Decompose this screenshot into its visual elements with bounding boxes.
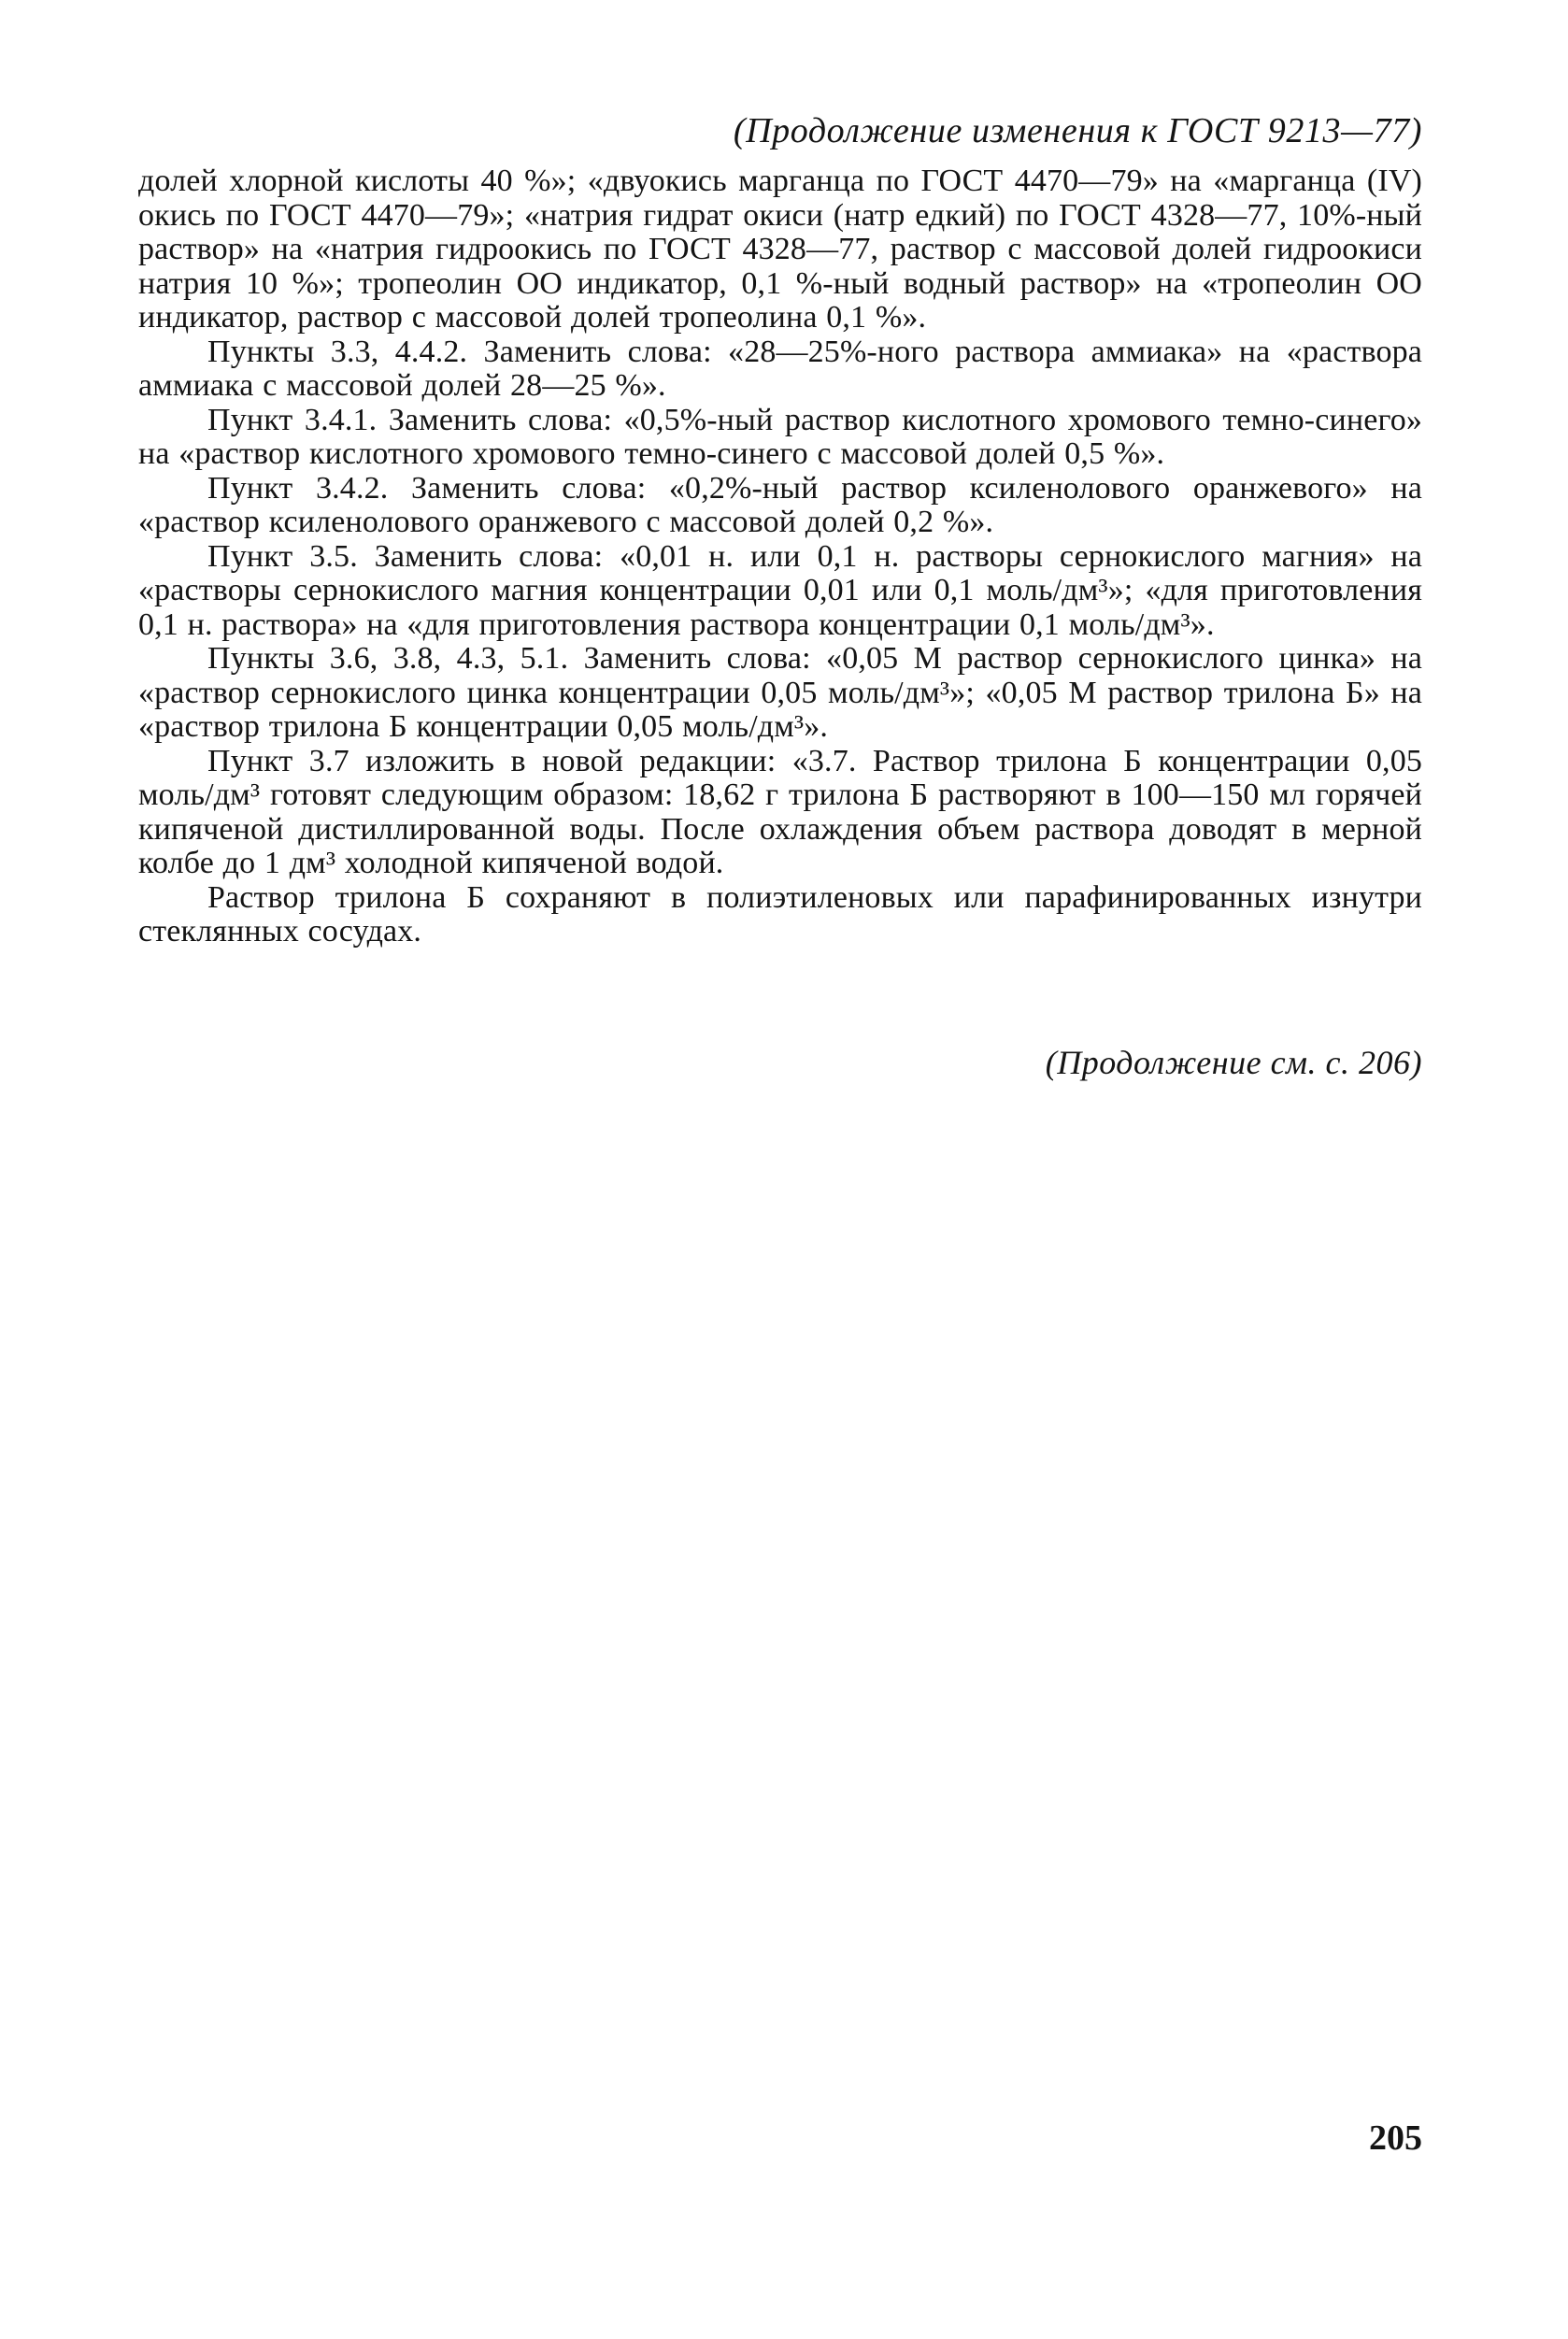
paragraph-2: Пункты 3.3, 4.4.2. Заменить слова: «28—25%-ного раствора аммиака» на «раствора аммиака с массовой долей 28—25 %». — [138, 334, 1422, 403]
paragraph-1: долей хлорной кислоты 40 %»; «двуокись марганца по ГОСТ 4470—79» на «марганца (IV) окись по ГОСТ 4470—79»; «натрия гидрат окиси (натр едкий) по ГОСТ 4328—77, 10%-ный раствор» на «натрия гидроокись по ГОСТ 4328—77, раствор с массовой долей гидроокиси натрия 10 %»; тропеолин ОО индикатор, 0,1 %-ный водный раствор» на «тропеолин ОО индикатор, раствор с массовой долей тропеолина 0,1 %». — [138, 164, 1422, 335]
paragraph-3: Пункт 3.4.1. Заменить слова: «0,5%-ный раствор кислотного хромового темно-синего» на «раствор кислотного хромового темно-синего с массовой долей 0,5 %». — [138, 402, 1422, 471]
page-number: 205 — [1369, 2118, 1422, 2158]
running-header: (Продолжение изменения к ГОСТ 9213—77) — [733, 111, 1422, 150]
paragraph-4: Пункт 3.4.2. Заменить слова: «0,2%-ный раствор ксиленолового оранжевого» на «раствор ксиленолового оранжевого с массовой долей 0,2 %». — [138, 470, 1422, 539]
paragraph-8: Раствор трилона Б сохраняют в полиэтиленовых или парафинированных изнутри стеклянных сосудах. — [138, 879, 1422, 948]
paragraph-5: Пункт 3.5. Заменить слова: «0,01 н. или 0,1 н. растворы сернокислого магния» на «растворы сернокислого магния концентрации 0,01 или 0,1 моль/дм³»; «для приготовления 0,1 н. раствора» на «для приготовления раствора концентрации 0,1 моль/дм³». — [138, 538, 1422, 642]
body-text — [138, 164, 1422, 949]
paragraph-6: Пункты 3.6, 3.8, 4.3, 5.1. Заменить слова: «0,05 М раствор сернокислого цинка» на «раствор сернокислого цинка концентрации 0,05 моль/дм³»; «0,05 М раствор трилона Б» на «раствор трилона Б концентрации 0,05 моль/дм³». — [138, 641, 1422, 744]
continuation-note: (Продолжение см. с. 206) — [1045, 1044, 1422, 1081]
paragraph-7: Пункт 3.7 изложить в новой редакции: «3.7. Раствор трилона Б концентрации 0,05 моль/дм³ готовят следующим образом: 18,62 г трилона Б растворяют в 100—150 мл горячей кипяченой дистиллированной воды. После охлаждения объем раствора доводят в мерной колбе до 1 дм³ холодной кипяченой водой. — [138, 743, 1422, 880]
